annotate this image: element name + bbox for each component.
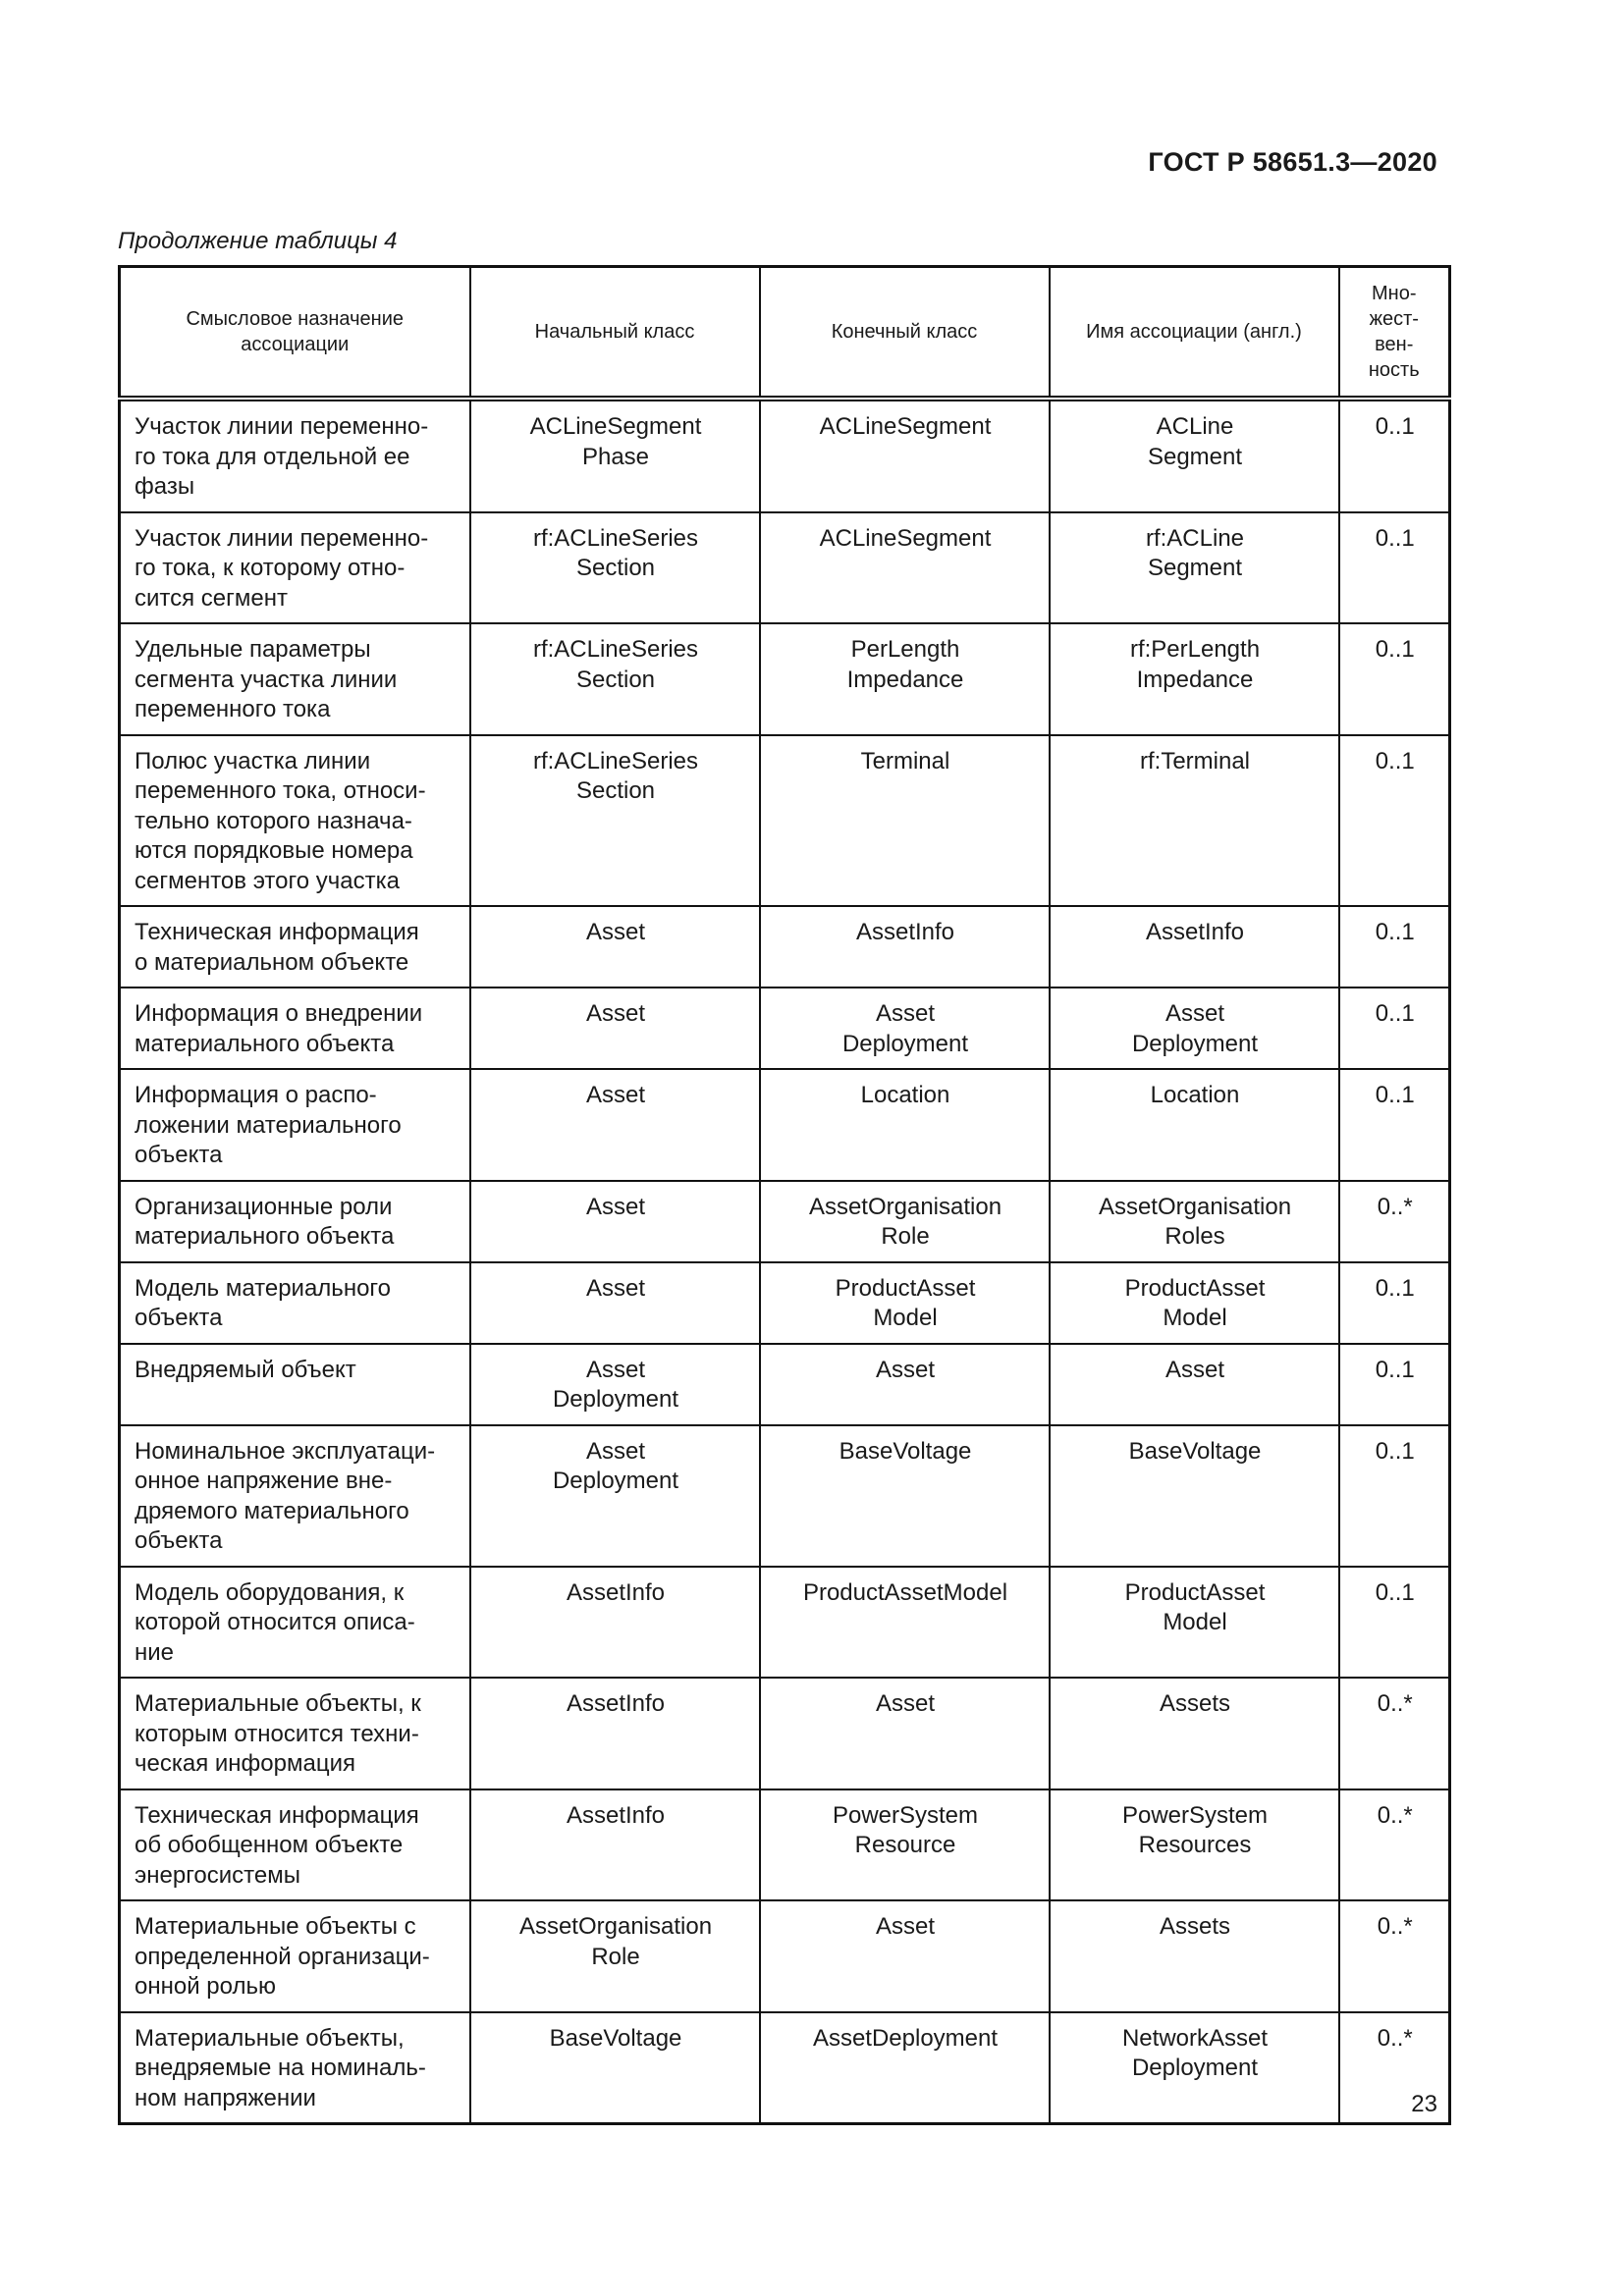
meaning-cell-text: Модель оборудования, к которой относится описа- ние [135,1578,415,1666]
association-name-cell [1050,512,1339,624]
multiplicity-cell-text: 0..1 [1375,524,1415,552]
meaning-cell [120,1567,470,1679]
table-row [120,512,1450,624]
meaning-cell-text: Информация о распо- ложении материального объекта [135,1082,402,1168]
start-class-cell [470,1567,760,1679]
association-name-cell-text: Location [1150,1082,1240,1108]
start-class-cell [470,1425,760,1567]
association-name-cell-text: BaseVoltage [1128,1437,1262,1465]
end-class-cell [760,623,1050,735]
association-name-cell-text: rf:ACLine Segment [1145,524,1245,581]
meaning-cell [120,399,470,512]
meaning-cell [120,1789,470,1901]
start-class-cell-text: Asset [585,1274,646,1302]
table-row [120,623,1450,735]
start-class-cell [470,735,760,907]
multiplicity-cell [1339,988,1450,1069]
multiplicity-cell-text: 0..* [1377,1690,1413,1717]
meaning-cell-text: Внедряемый объект [135,1356,356,1383]
end-class-cell [760,1900,1050,2012]
start-class-cell-text: BaseVoltage [549,2024,682,2052]
end-class-cell [760,988,1050,1069]
table-row [120,1069,1450,1181]
multiplicity-cell [1339,735,1450,907]
end-class-cell-text: AssetInfo [855,919,955,945]
start-class-cell [470,512,760,624]
multiplicity-cell-text: 0..1 [1375,1000,1415,1027]
meaning-cell-text: Полюс участка линии переменного тока, относи- тельно которого назнача- ются порядковые номера сегментов этого участка [135,747,426,894]
end-class-cell [760,1567,1050,1679]
end-class-cell-text: Asset [875,1356,936,1383]
start-class-cell [470,1262,760,1344]
start-class-cell-text: rf:ACLineSeries Section [532,524,699,581]
start-class-cell-text: AssetInfo [566,1690,666,1717]
table-row [120,399,1450,512]
multiplicity-cell [1339,906,1450,988]
start-class-cell [470,399,760,512]
meaning-cell [120,906,470,988]
association-name-cell [1050,1567,1339,1679]
association-name-cell-text: NetworkAsset Deployment [1121,2024,1269,2081]
end-class-cell-text: Asset [875,1913,936,1940]
end-class-cell-text: AssetOrganisation Role [808,1193,1002,1250]
table-header-row [120,267,1450,400]
document-id: ГОСТ Р 58651.3—2020 [1148,147,1437,177]
multiplicity-cell [1339,1678,1450,1789]
multiplicity-cell-text: 0..1 [1375,1356,1415,1383]
end-class-cell-text: Location [860,1082,950,1108]
association-name-cell-text: Assets [1159,1913,1231,1940]
association-name-cell [1050,1425,1339,1567]
association-name-cell-text: ProductAsset Model [1124,1274,1266,1331]
start-class-cell [470,1900,760,2012]
table-row [120,735,1450,907]
multiplicity-cell-text: 0..1 [1375,413,1415,440]
start-class-cell-text: AssetOrganisation Role [518,1913,713,1970]
meaning-cell-text: Техническая информация об обобщенном объекте энергосистемы [135,1801,419,1889]
start-class-cell-text: Asset [585,1082,646,1108]
meaning-cell-text: Информация о внедрении материального объекта [135,1000,423,1057]
start-class-cell-text: rf:ACLineSeries Section [532,747,699,804]
association-name-cell-text: ProductAsset Model [1124,1578,1266,1635]
end-class-cell [760,1789,1050,1901]
multiplicity-cell [1339,1344,1450,1425]
end-class-cell [760,1181,1050,1262]
multiplicity-cell-text: 0..* [1377,1801,1413,1829]
end-class-cell-text: Asset Deployment [841,1000,969,1057]
table-row [120,906,1450,988]
end-class-cell-text: PerLength Impedance [846,636,964,693]
meaning-cell [120,1344,470,1425]
meaning-cell [120,512,470,624]
multiplicity-cell-text: 0..1 [1375,919,1415,945]
multiplicity-cell [1339,399,1450,512]
multiplicity-cell-text: 0..1 [1375,1082,1415,1108]
table-row [120,1900,1450,2012]
start-class-cell [470,2012,760,2124]
meaning-cell-text: Модель материального объекта [135,1274,391,1331]
meaning-cell-text: Номинальное эксплуатаци- онное напряжение вне- дряемого материального объекта [135,1437,436,1554]
end-class-cell-text: PowerSystem Resource [832,1801,979,1858]
end-class-cell [760,1678,1050,1789]
table-row [120,1567,1450,1679]
multiplicity-cell-text: 0..1 [1375,1578,1415,1606]
meaning-cell [120,623,470,735]
end-class-cell-text: ProductAssetModel [802,1578,1008,1606]
association-name-cell-text: PowerSystem Resources [1121,1801,1269,1858]
table-row [120,988,1450,1069]
multiplicity-cell [1339,1181,1450,1262]
association-name-cell [1050,735,1339,907]
association-name-cell [1050,1262,1339,1344]
end-class-cell-text: Asset [875,1690,936,1717]
meaning-cell-text: Техническая информация о материальном объекте [135,919,419,976]
multiplicity-cell [1339,1262,1450,1344]
association-name-cell [1050,1069,1339,1181]
multiplicity-cell [1339,512,1450,624]
header-meaning: Смысловое назначение ассоциации [120,267,470,400]
meaning-cell-text: Материальные объекты с определенной организаци- онной ролью [135,1913,430,2000]
start-class-cell-text: Asset Deployment [552,1356,679,1413]
end-class-cell [760,735,1050,907]
start-class-cell-text: Asset [585,1000,646,1027]
association-name-cell-text: AssetOrganisation Roles [1098,1193,1292,1250]
start-class-cell [470,906,760,988]
association-name-cell [1050,399,1339,512]
multiplicity-cell [1339,1567,1450,1679]
header-end-class: Конечный класс [760,267,1050,400]
association-name-cell [1050,906,1339,988]
start-class-cell [470,1069,760,1181]
end-class-cell-text: BaseVoltage [839,1437,972,1465]
start-class-cell [470,1678,760,1789]
start-class-cell [470,988,760,1069]
header-start-class: Начальный класс [470,267,760,400]
association-name-cell [1050,623,1339,735]
start-class-cell [470,623,760,735]
meaning-cell-text: Участок линии переменно- го тока для отдельной ее фазы [135,413,429,500]
end-class-cell [760,1344,1050,1425]
table-row [120,1425,1450,1567]
association-name-cell [1050,2012,1339,2124]
end-class-cell [760,1262,1050,1344]
meaning-cell [120,735,470,907]
association-name-cell [1050,1678,1339,1789]
meaning-cell-text: Удельные параметры сегмента участка линии переменного тока [135,636,398,722]
association-name-cell-text: Assets [1159,1690,1231,1717]
end-class-cell [760,1425,1050,1567]
start-class-cell-text: Asset Deployment [552,1437,679,1494]
header-multiplicity: Мно- жест- вен- ность [1339,267,1450,400]
table-row [120,1789,1450,1901]
start-class-cell-text: ACLineSegment Phase [529,413,702,470]
association-name-cell-text: Asset Deployment [1131,1000,1259,1057]
start-class-cell [470,1344,760,1425]
multiplicity-cell-text: 0..* [1377,1913,1413,1940]
meaning-cell [120,1069,470,1181]
multiplicity-cell-text: 0..1 [1375,1274,1415,1302]
meaning-cell-text: Материальные объекты, внедряемые на номиналь- ном напряжении [135,2024,426,2111]
multiplicity-cell-text: 0..1 [1375,1437,1415,1465]
multiplicity-cell [1339,1069,1450,1181]
end-class-cell-text: ProductAsset Model [835,1274,976,1331]
multiplicity-cell-text: 0..* [1377,1193,1413,1220]
meaning-cell-text: Материальные объекты, к которым относится техни- ческая информация [135,1690,421,1777]
association-name-cell [1050,1344,1339,1425]
association-name-cell [1050,988,1339,1069]
start-class-cell [470,1789,760,1901]
association-name-cell-text: rf:PerLength Impedance [1129,636,1261,693]
end-class-cell [760,906,1050,988]
end-class-cell-text: Terminal [860,747,950,774]
association-name-cell-text: AssetInfo [1145,919,1245,945]
meaning-cell-text: Организационные роли материального объекта [135,1193,395,1250]
meaning-cell [120,1181,470,1262]
association-name-cell-text: ACLine Segment [1147,413,1243,470]
multiplicity-cell [1339,1425,1450,1567]
association-name-cell [1050,1181,1339,1262]
meaning-cell [120,2012,470,2124]
meaning-cell [120,1678,470,1789]
end-class-cell-text: ACLineSegment [819,524,992,552]
start-class-cell-text: rf:ACLineSeries Section [532,636,699,693]
start-class-cell-text: Asset [585,1193,646,1220]
association-name-cell-text: rf:Terminal [1139,747,1251,774]
meaning-cell-text: Участок линии переменно- го тока, к которому отно- сится сегмент [135,524,429,612]
end-class-cell-text: AssetDeployment [812,2024,999,2052]
header-association-name: Имя ассоциации (англ.) [1050,267,1339,400]
meaning-cell [120,988,470,1069]
start-class-cell [470,1181,760,1262]
end-class-cell [760,2012,1050,2124]
table-caption: Продолжение таблицы 4 [118,228,398,254]
table-row [120,1678,1450,1789]
association-name-cell [1050,1900,1339,2012]
table-row [120,1344,1450,1425]
multiplicity-cell-text: 0..1 [1375,636,1415,663]
end-class-cell [760,399,1050,512]
table-row [120,1181,1450,1262]
association-table [118,265,1451,2125]
multiplicity-cell [1339,623,1450,735]
end-class-cell [760,1069,1050,1181]
multiplicity-cell-text: 0..* [1377,2024,1413,2052]
meaning-cell [120,1425,470,1567]
start-class-cell-text: Asset [585,919,646,945]
meaning-cell [120,1262,470,1344]
multiplicity-cell [1339,1789,1450,1901]
page-number: 23 [1411,2091,1437,2117]
start-class-cell-text: AssetInfo [566,1801,666,1829]
association-name-cell-text: Asset [1164,1356,1225,1383]
table-row [120,1262,1450,1344]
multiplicity-cell [1339,1900,1450,2012]
end-class-cell-text: ACLineSegment [819,413,992,440]
table-row [120,2012,1450,2124]
meaning-cell [120,1900,470,2012]
start-class-cell-text: AssetInfo [566,1578,666,1606]
multiplicity-cell-text: 0..1 [1375,747,1415,774]
table-body [120,399,1450,2124]
association-name-cell [1050,1789,1339,1901]
end-class-cell [760,512,1050,624]
